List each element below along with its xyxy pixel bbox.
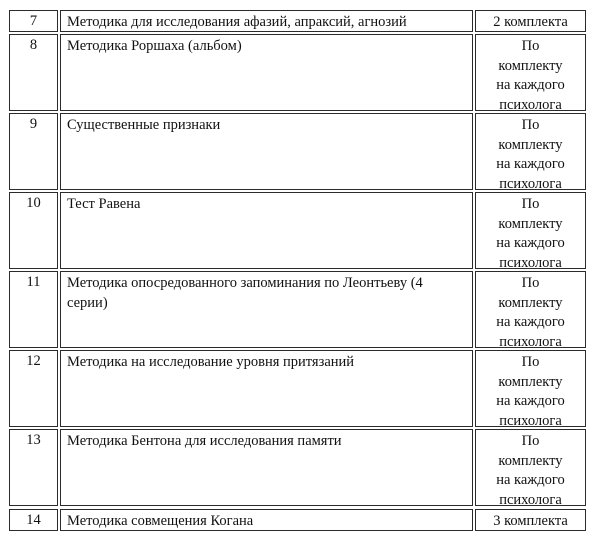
method-name: Методика на исследование уровня притязаний (60, 350, 473, 427)
row-number: 12 (9, 350, 58, 427)
quantity-line: на каждого (496, 156, 565, 172)
quantity-line: комплекту (498, 215, 563, 232)
quantity-line: По (521, 354, 540, 370)
quantity-line: 2 комплекта (493, 14, 568, 30)
quantity-line: психолога (499, 175, 562, 192)
quantity (475, 10, 586, 32)
quantity-line: психолога (499, 96, 562, 113)
quantity-line: на каждого (496, 314, 565, 330)
quantity-line: комплекту (498, 57, 563, 74)
row-number: 8 (9, 34, 58, 111)
quantity-line: По (521, 38, 540, 54)
quantity-line: психолога (499, 333, 562, 350)
row-number: 11 (9, 271, 58, 348)
method-name: Методика опосредованного запоминания по Леонтьеву (4 серии) (60, 271, 473, 348)
quantity-line: на каждого (496, 235, 565, 251)
table-row (0, 192, 600, 269)
quantity-line: комплекту (498, 294, 563, 311)
quantity-line: По (521, 196, 540, 212)
quantity-line: комплекту (498, 136, 563, 153)
quantity-line: на каждого (496, 472, 565, 488)
quantity-line: По (521, 117, 540, 133)
row-number: 10 (9, 192, 58, 269)
table-row (0, 34, 600, 111)
quantity (475, 509, 586, 531)
quantity-line: психолога (499, 412, 562, 429)
row-number: 14 (9, 509, 58, 531)
method-name: Методика для исследования афазий, апраксий, агнозий (60, 10, 473, 32)
quantity-line: комплекту (498, 452, 563, 469)
quantity-line: По (521, 275, 540, 291)
quantity-line: психолога (499, 254, 562, 271)
quantity (475, 192, 586, 269)
row-number: 9 (9, 113, 58, 190)
method-name: Методика Бентона для исследования памяти (60, 429, 473, 506)
table-row (0, 350, 600, 427)
method-name: Тест Равена (60, 192, 473, 269)
quantity (475, 429, 586, 506)
quantity-line: на каждого (496, 77, 565, 93)
quantity-line: психолога (499, 491, 562, 508)
method-name: Методика совмещения Когана (60, 509, 473, 531)
method-name: Существенные признаки (60, 113, 473, 190)
quantity-line: 3 комплекта (493, 513, 568, 529)
method-name: Методика Роршаха (альбом) (60, 34, 473, 111)
row-number: 7 (9, 10, 58, 32)
table-row (0, 429, 600, 506)
table-row (0, 113, 600, 190)
quantity-line: По (521, 433, 540, 449)
quantity (475, 271, 586, 348)
quantity (475, 350, 586, 427)
quantity (475, 34, 586, 111)
table-row (0, 10, 600, 32)
table-row (0, 271, 600, 348)
table-row (0, 509, 600, 531)
quantity-line: на каждого (496, 393, 565, 409)
quantity-line: комплекту (498, 373, 563, 390)
quantity (475, 113, 586, 190)
row-number: 13 (9, 429, 58, 506)
